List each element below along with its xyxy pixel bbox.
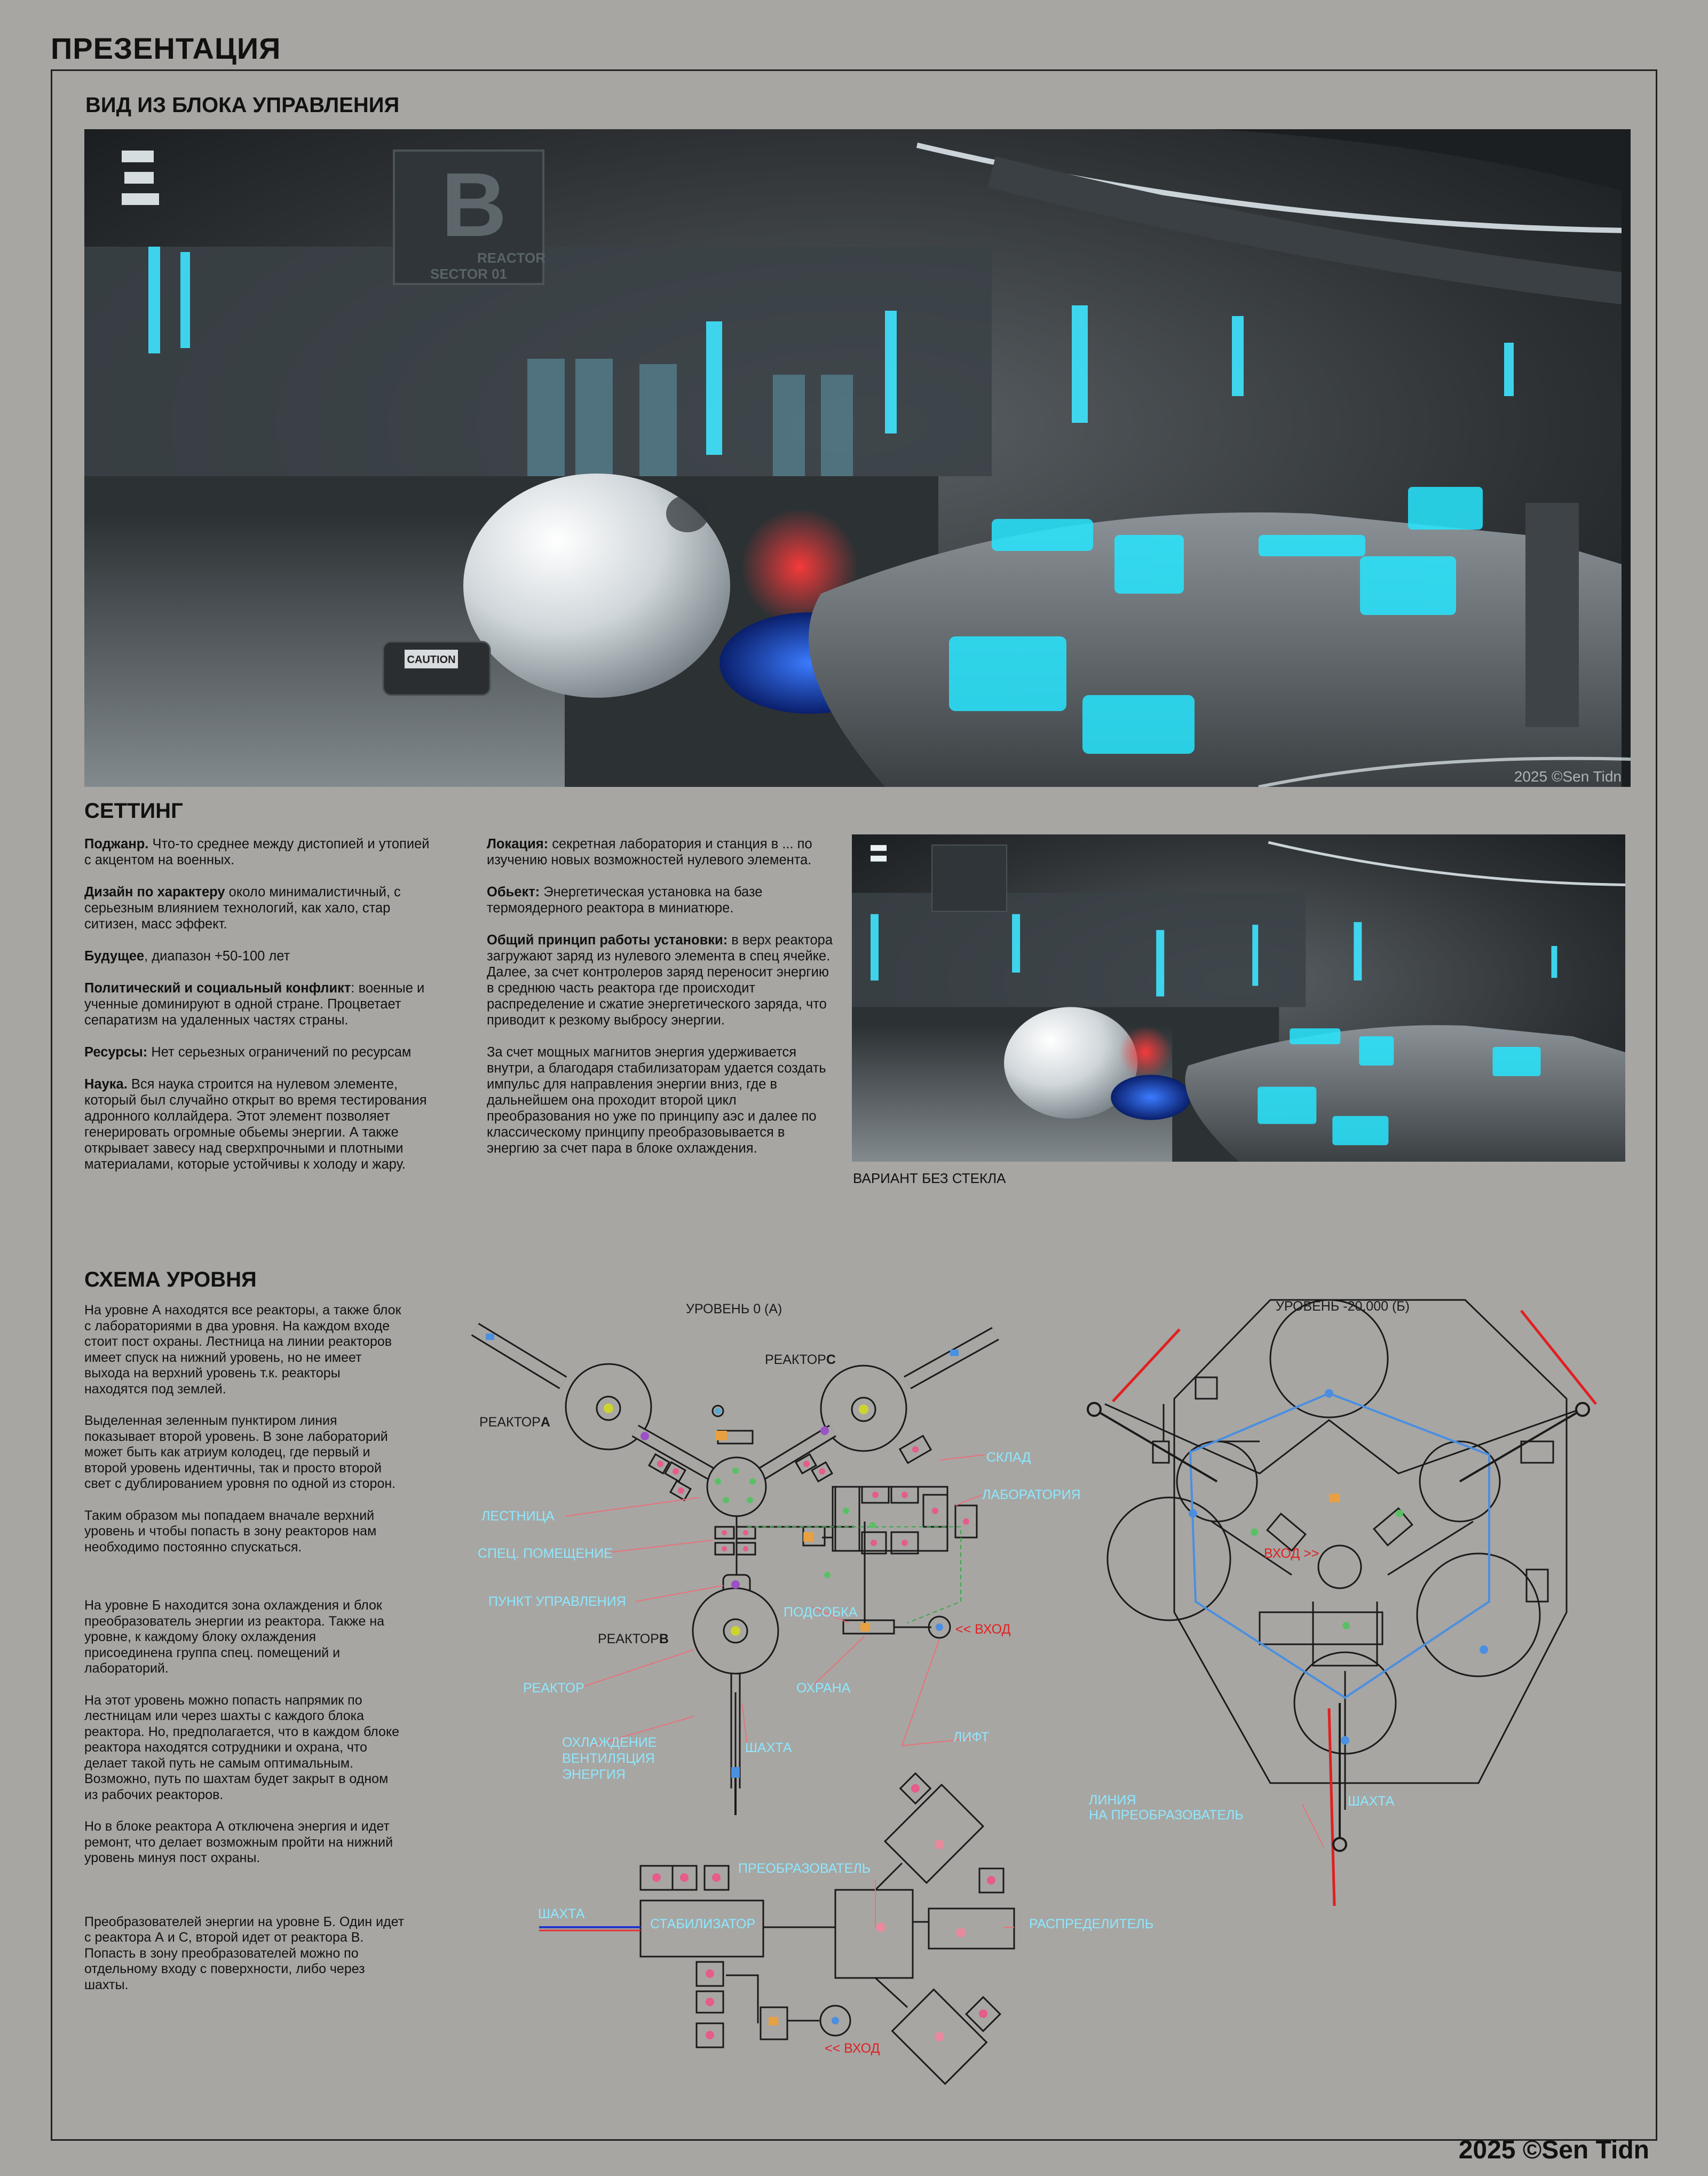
scheme-paragraph: Выделенная зеленным пунктиром линия показывает второй уровень. В зоне лабораторий может быть как атриум колодец, где первый и второй уровень идентичны, так и просто второй свет с дублированием уровня по одной из сторон.	[84, 1413, 396, 1491]
level-b-plan	[1105, 1300, 1580, 1810]
pointer-lines	[566, 1455, 1324, 1927]
setting-heading: СЕТТИНГ	[84, 799, 183, 823]
label-storage: СКЛАД	[986, 1450, 1031, 1465]
scheme-paragraph: Таким образом мы попадаем вначале верхний уровень и чтобы попасть в зону реакторов нам необходимо постоянно спускаться.	[84, 1508, 377, 1555]
level-b-shaft: ШАХТА	[1348, 1794, 1395, 1809]
scheme-paragraph: На этот уровень можно попасть напрямик по лестницам или через шахты с каждого блока реактора. Но, предполагается, что в каждом блоке реактора находятся сотрудники и охрана, что делает такой путь не самым оптимальным. Возможно, путь по шахтам будет закрыт в одном из рабочих реакторов.	[84, 1692, 400, 1802]
label-elevator: ЛИФТ	[953, 1730, 990, 1745]
level-b-entrance: ВХОД >>	[1264, 1546, 1319, 1561]
setting-item: Политический и социальный конфликт: военные и ученные доминируют в одной стране. Процветает сепаратизм на удаленных частях страны.	[84, 981, 425, 1028]
level-b-line2: НА ПРЕОБРАЗОВАТЕЛЬ	[1089, 1808, 1244, 1823]
level-0-title: УРОВЕНЬ 0 (А)	[686, 1302, 782, 1316]
label-utility: ПОДСОБКА	[784, 1605, 858, 1620]
setting-item: Общий принцип работы установки: в верх реактора загружают заряд из нулевого элемента в спец ячейке. Далее, за счет контролеров заряд переносит энергию в среднюю часть реактора где происходит распределение и сжатие энергетического заряда, что приводит к резкому выбросу энергии.	[487, 933, 833, 1028]
label-reactor-c: РЕАКТОРС	[765, 1352, 836, 1367]
converter-entrance: << ВХОД	[825, 2041, 880, 2056]
label-cooling: ОХЛАЖДЕНИЕ	[562, 1735, 657, 1750]
setting-item: Дизайн по характеру около минималистичный, с серьезным влиянием технологий, как хало, стар ситизен, масс эффект.	[84, 885, 401, 932]
label-guard: ОХРАНА	[796, 1681, 851, 1696]
footer-credit: 2025 ©Sen Tidn	[1458, 2136, 1649, 2164]
label-laboratory: ЛАБОРАТОРИЯ	[982, 1487, 1081, 1502]
setting-item: Поджанр. Что-то среднее между дистопией и утопией с акцентом на военных.	[84, 837, 430, 868]
label-reactor-a: РЕАКТОРА	[479, 1415, 550, 1430]
sign-letter: B	[441, 154, 507, 256]
label-shaft: ШАХТА	[745, 1740, 792, 1755]
level-0-plan	[475, 1329, 995, 1810]
label-entrance: << ВХОД	[955, 1622, 1011, 1637]
scheme-paragraph: На уровне Б находится зона охлаждения и блок преобразователь энергии из реактора. Также на уровне, к каждому блоку охлаждения присоединена группа спец. помещений и лабораторий.	[84, 1598, 385, 1676]
setting-item: Будущее, диапазон +50-100 лет	[84, 949, 290, 964]
sign-line2: SECTOR 01	[430, 266, 508, 282]
setting-item: За счет мощных магнитов энергия удерживается внутри, а благодаря стабилизаторам удается создать импульс для направления энергии вниз, где в дальнейшем она проходит второй цикл преобразования но уже по принципу аэс и далее по классическому принципу преобразовывается в энергию за счет пара в блоке охлаждения.	[487, 1045, 826, 1156]
converter-shaft: ШАХТА	[538, 1906, 585, 1921]
label-ventilation: ВЕНТИЛЯЦИЯ	[562, 1751, 655, 1766]
label-special-room: СПЕЦ. ПОМЕЩЕНИЕ	[478, 1546, 613, 1561]
converter-stabilizer: СТАБИЛИЗАТОР	[650, 1917, 756, 1931]
caution-label: CAUTION	[407, 654, 456, 666]
setting-item: Обьект: Энергетическая установка на базе термоядерного реактора в миниатюре.	[487, 885, 763, 916]
setting-item: Локация: секретная лаборатория и станция в ... по изучению новых возможностей нулевого элемента.	[487, 837, 812, 868]
level-0-labels	[478, 1302, 1081, 1782]
scheme-paragraph: Но в блоке реактора А отключена энергия и идет ремонт, что делает возможным пройти на нижний уровень минуя пост охраны.	[84, 1819, 393, 1865]
variant-caption: ВАРИАНТ БЕЗ СТЕКЛА	[853, 1170, 1006, 1186]
converter-converter: ПРЕОБРАЗОВАТЕЛЬ	[738, 1861, 871, 1876]
scheme-paragraph: Преобразователей энергии на уровне Б. Один идет с реактора А и С, второй идет от реактора В. Попасть в зону преобразователей можно по отдельному входу с поверхности, либо через шахты.	[84, 1914, 405, 1992]
sign-line1: REACTOR	[477, 250, 546, 266]
level-b-title: УРОВЕНЬ -20,000 (Б)	[1276, 1299, 1410, 1314]
render-watermark: 2025 ©Sen Tidn	[1514, 768, 1622, 785]
level-b-line1: ЛИНИЯ	[1089, 1793, 1136, 1808]
setting-item: Наука. Вся наука строится на нулевом элементе, который был случайно открыт во время тестирования адронного коллайдера. Этот элемент позволяет генерировать огромные обьемы энергии. А также открывает завесу над сверхпрочными и плотными материалами, которые устойчивы к холоду и жару.	[84, 1077, 427, 1172]
setting-item: Ресурсы: Нет серьезных ограничений по ресурсам	[84, 1045, 412, 1060]
control-view-heading: ВИД ИЗ БЛОКА УПРАВЛЕНИЯ	[85, 93, 400, 117]
label-control-point: ПУНКТ УПРАВЛЕНИЯ	[488, 1594, 626, 1609]
label-reactor: РЕАКТОР	[523, 1681, 584, 1696]
label-stairs: ЛЕСТНИЦА	[481, 1509, 555, 1524]
page-title: ПРЕЗЕНТАЦИЯ	[51, 31, 281, 65]
label-energy: ЭНЕРГИЯ	[562, 1767, 626, 1782]
scheme-paragraph: На уровне А находятся все реакторы, а также блок с лабораториями в два уровня. На каждом входе стоит пост охраны. Лестница на линии реакторов имеет спуск на нижний уровень, но не имеет выхода на верхний уровень т.к. реакторы находятся под землей.	[84, 1303, 401, 1397]
label-reactor-b: РЕАКТОРВ	[598, 1631, 669, 1646]
converter-distributor: РАСПРЕДЕЛИТЕЛЬ	[1029, 1917, 1154, 1931]
scheme-heading: СХЕМА УРОВНЯ	[84, 1268, 257, 1291]
